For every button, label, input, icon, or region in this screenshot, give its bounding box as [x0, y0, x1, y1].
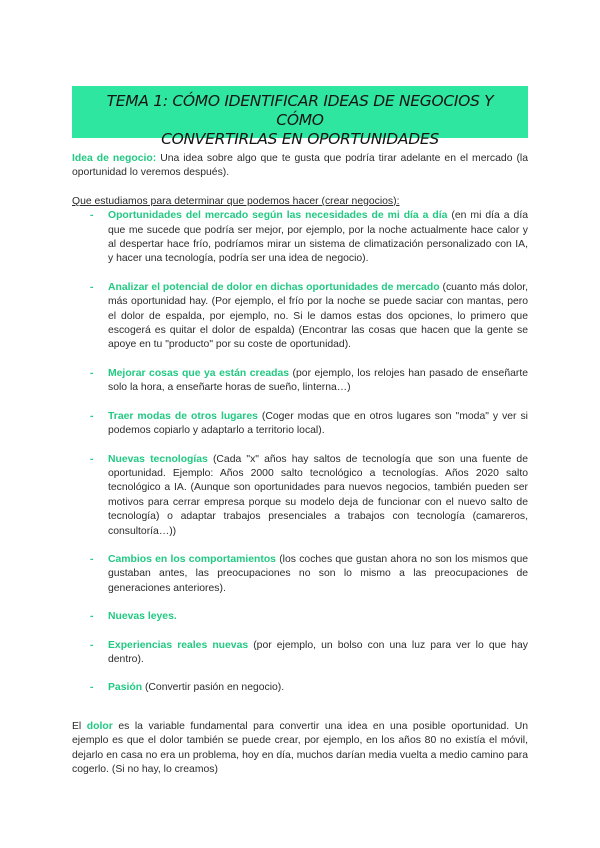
item-text: (por ejemplo, los relojes han pasado de enseñarte solo la hora, a enseñarte horas de sueño, linterna…) [108, 367, 529, 394]
item-text: (Convertir pasión en negocio). [142, 682, 285, 694]
list-item [72, 610, 528, 624]
item-label: Nuevas leyes. [108, 611, 177, 623]
list-item [72, 553, 528, 596]
item-text: (Cada "x" años hay saltos de tecnología que son una fuente de oportunidad. Ejemplo: Años 2000 salto tecnológico a tecnologías. Años 2020 salto tecnológico a IA. (Aunque son oportunidades para nuevos negocios, también pueden ser motivos para cerrar empresa porque su modelo deja de funcionar con el nuevo salto de tecnología) o adaptar trabajos presenciales a trabajos con tecnología (camareros, consultoría…)) [108, 453, 528, 537]
item-text: (cuanto más dolor, más oportunidad hay. (Por ejemplo, el frío por la noche se puede saciar con mantas, pero el dolor de espalda, por ejemplo, no. Si le damos estas dos opciones, lo primero que escogerá es quitar el dolor de espalda) (Encontrar las cosas que hacen que la gente se apoye en tu "producto" por su coste de oportunidad). [108, 281, 528, 351]
bullet-dash: - [90, 281, 94, 293]
title-line-1: TEMA 1: CÓMO IDENTIFICAR IDEAS DE NEGOCIOS Y CÓMO [106, 92, 494, 129]
item-text: (en mi día a día que me sucede que podría ser mejor, por ejemplo, por la noche actualmente hace calor y al despertar hace frío, podríamos mirar un sistema de climatización personalizado con IA, y hacer una tecnología, podría ser una idea de negocio). [108, 210, 528, 265]
closing-text: es la variable fundamental para convertir una idea en una posible oportunidad. Un ejemplo es que el dolor también se puede crear, por ejemplo, en los años 80 no existía el móvil, dejarlo en casa no era un problema, hoy en día, muchos darían media vuelta a medio camino para cogerlo. (Si no hay, lo creamos) [72, 720, 528, 775]
item-text: (Coger modas que en otros lugares son "moda" y ver si podemos copiarlo y adaptarlo a territorio local). [108, 410, 528, 437]
list-item [72, 209, 528, 267]
bullet-dash: - [90, 367, 94, 379]
bullet-dash: - [90, 639, 94, 651]
closing-prefix: El [72, 720, 87, 732]
item-label: Oportunidades del mercado según las necesidades de mi día a día [108, 210, 448, 222]
list-item [72, 681, 528, 695]
item-label: Cambios en los comportamientos [108, 553, 276, 565]
bullet-dash: - [90, 453, 94, 465]
opportunity-list [72, 209, 528, 696]
list-item [72, 281, 528, 353]
item-label: Mejorar cosas que ya están creadas [108, 367, 290, 379]
item-label: Nuevas tecnologías [108, 453, 208, 465]
list-item [72, 453, 528, 539]
item-label: Traer modas de otros lugares [108, 410, 258, 422]
bullet-dash: - [90, 682, 94, 694]
intro-label: Idea de negocio: [72, 153, 157, 164]
item-label: Analizar el potencial de dolor en dichas oportunidades de mercado [108, 281, 440, 293]
bullet-dash: - [90, 210, 94, 222]
item-text: (los coches que gustan ahora no son los mismos que gustaban antes, las preocupaciones no son lo mismo a las preocupaciones de generaciones anteriores). [108, 553, 528, 594]
list-item [72, 639, 528, 668]
title-banner [72, 86, 528, 148]
item-text: (por ejemplo, un bolso con una luz para ver lo que hay dentro). [108, 639, 528, 665]
title-line-2: CONVERTIRLAS EN OPORTUNIDADES [161, 130, 439, 148]
bullet-dash: - [90, 410, 94, 422]
document-body [72, 152, 528, 777]
bullet-dash: - [90, 611, 94, 623]
item-label: Experiencias reales nuevas [108, 639, 249, 651]
intro-text: Una idea sobre algo que te gusta que podría tirar adelante en el mercado (la oportunidad lo veremos después). [72, 153, 529, 179]
bullet-dash: - [90, 553, 94, 565]
item-label: Pasión [108, 682, 143, 694]
section-heading: Que estudiamos para determinar que podemos hacer (crear negocios): [72, 195, 400, 207]
closing-paragraph [72, 720, 528, 778]
list-item [72, 367, 528, 396]
intro-paragraph [72, 152, 528, 181]
list-item [72, 410, 528, 439]
closing-label: dolor [86, 720, 113, 732]
